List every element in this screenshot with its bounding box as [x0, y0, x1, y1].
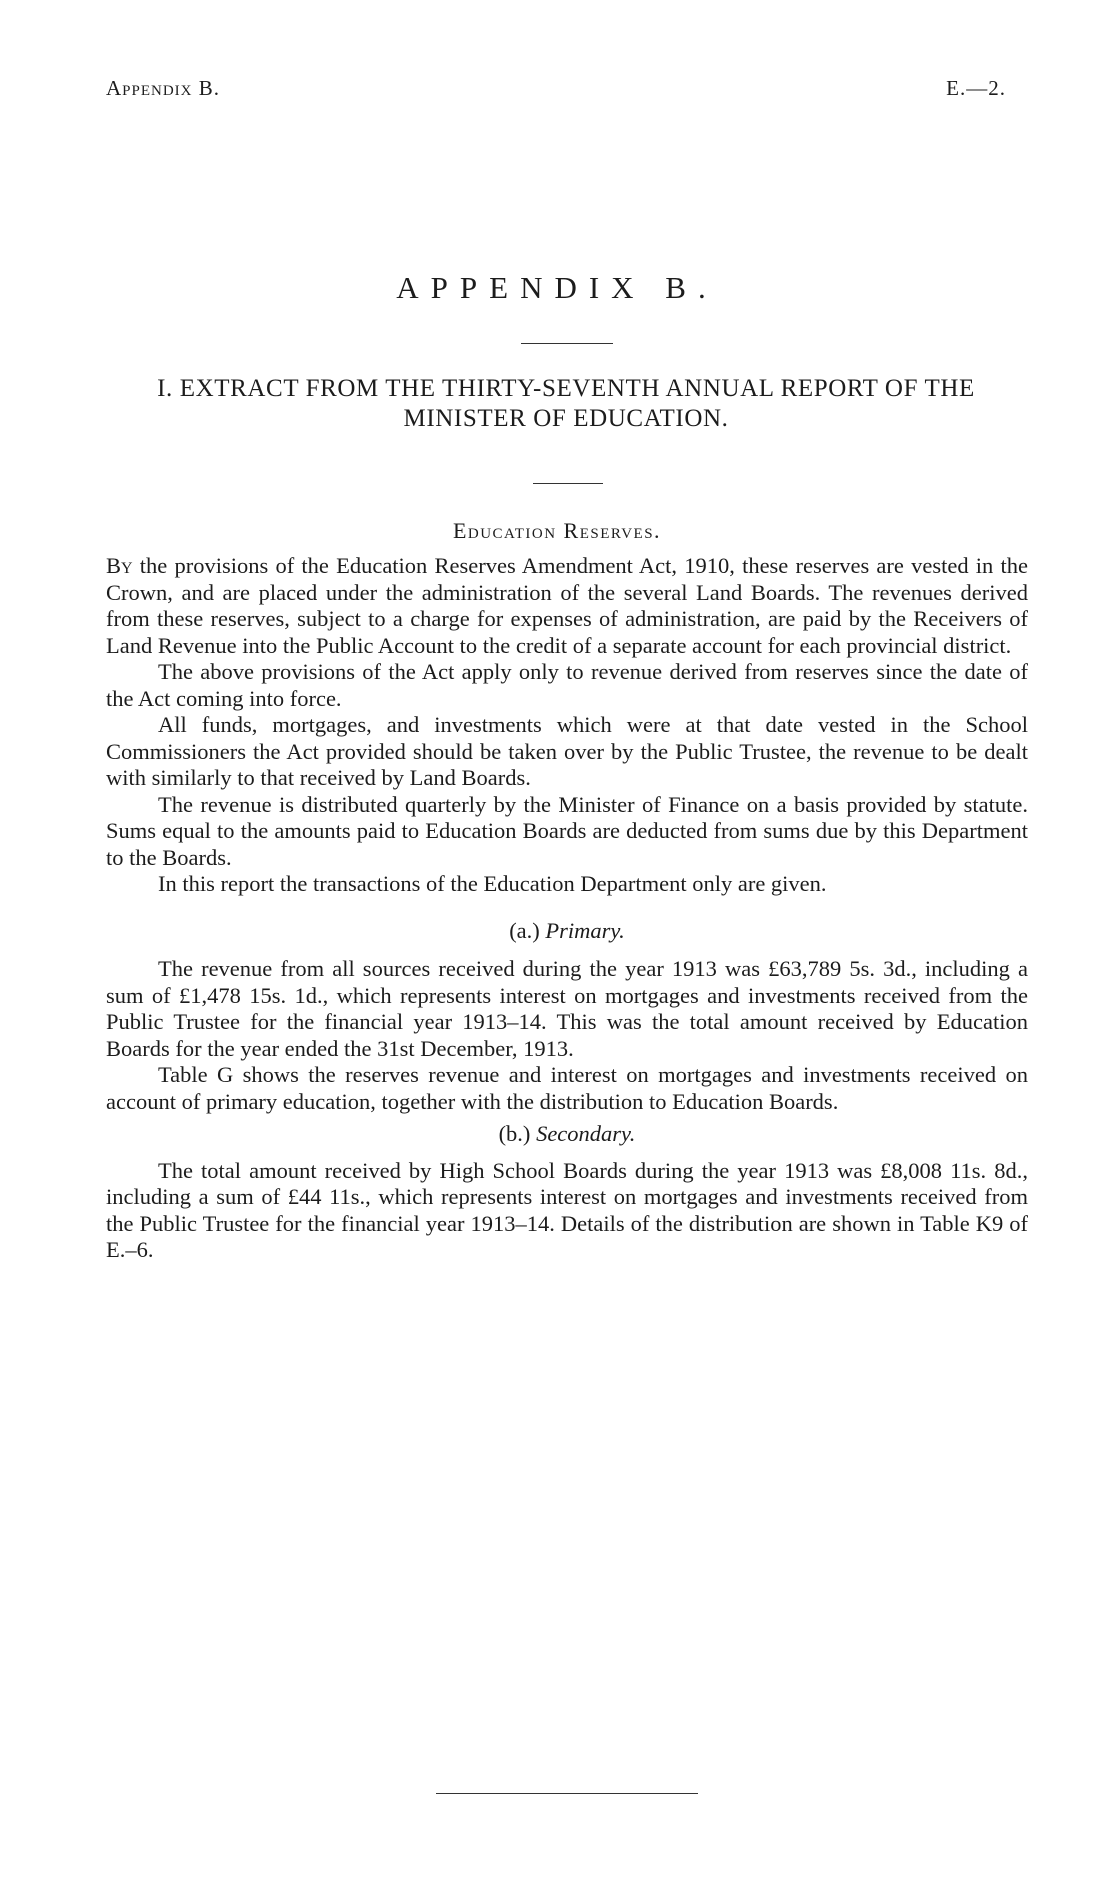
appendix-title: APPENDIX B.	[396, 270, 718, 305]
title-rule	[521, 343, 613, 344]
secondary-marker: (b.)	[498, 1121, 531, 1146]
reserves-heading: Education Reserves.	[452, 518, 662, 543]
primary-paragraph-table: Table G shows the reserves revenue and interest on mortgages and investments received on account of primary education, together with the distribution to Education Boards.	[106, 1062, 1028, 1114]
primary-label: Primary.	[545, 917, 625, 943]
primary-paragraph-revenue: The revenue from all sources received during the year 1913 was £63,789 5s. 3d., including a sum of £1,478 15s. 1d., which represents interest on mortgages and investments received from the Public Trustee for the financial year 1913–14. This was the total amount received by Education Boards for the year ended the 31st December, 1913.	[106, 956, 1028, 1061]
secondary-label: Secondary.	[536, 1121, 636, 1146]
paragraph-transactions: In this report the transactions of the Education Department only are given.	[158, 871, 827, 896]
paragraph-funds: All funds, mortgages, and investments which were at that date vested in the School Commissioners the Act provided should be taken over by the Public Trustee, the revenue to be dealt with similarly to that received by Land Boards.	[106, 712, 1028, 790]
primary-marker: (a.)	[509, 917, 540, 943]
intro-paragraph	[106, 553, 1028, 659]
intro-rest: the provisions of the Education Reserves Amendment Act, 1910, these reserves are vested in the Crown, and are placed under the administration of the several Land Boards. The revenues derived from these reserves, subject to a charge for expenses of administration, are paid by the Receivers of Land Revenue into the Public Account to the credit of a separate account for each provincial district.	[106, 553, 1028, 658]
primary-heading	[106, 918, 1028, 945]
paragraph-provisions: The above provisions of the Act apply only to revenue derived from reserves since the date of the Act coming into force.	[106, 659, 1028, 711]
running-head-right: E.—2.	[946, 76, 1006, 100]
running-head-left: Appendix B.	[106, 76, 221, 100]
section-rule	[533, 483, 603, 484]
secondary-paragraph: The total amount received by High School Boards during the year 1913 was £8,008 11s. 8d., including a sum of £44 11s., which represents interest on mortgages and investments received from the Public Trustee for the financial year 1913–14. Details of the distribution are shown in Table K9 of E.–6.	[106, 1157, 1028, 1262]
secondary-heading	[106, 1121, 1028, 1148]
body-text	[106, 553, 1028, 1264]
end-rule	[436, 1793, 698, 1794]
paragraph-distribution: The revenue is distributed quarterly by the Minister of Finance on a basis provided by statute. Sums equal to the amounts paid to Education Boards are deducted from sums due by this Department to the Boards.	[106, 791, 1028, 870]
intro-lead: By	[106, 553, 133, 578]
section-title: I. EXTRACT FROM THE THIRTY-SEVENTH ANNUAL REPORT OF THE MINISTER OF EDUCATION.	[157, 375, 975, 432]
